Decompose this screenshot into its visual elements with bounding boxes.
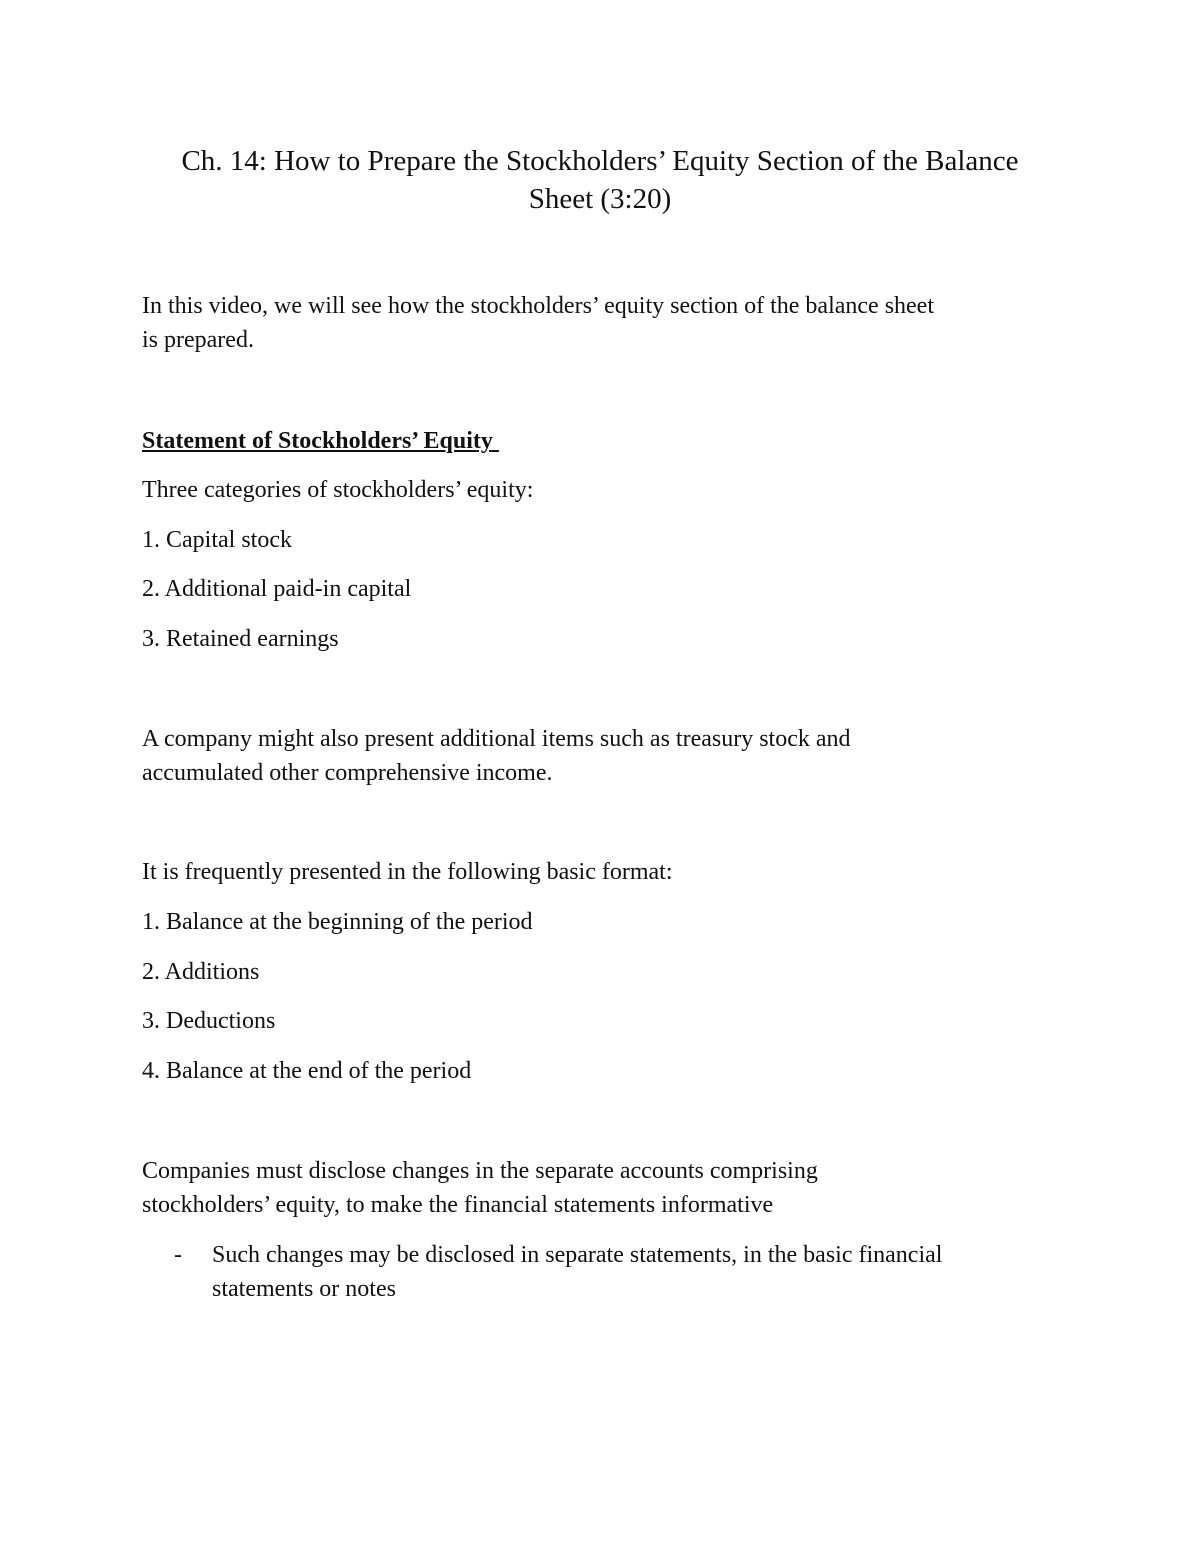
list-item-format-4: 4. Balance at the end of the period xyxy=(142,1058,472,1084)
list-item-format-1: 1. Balance at the beginning of the period xyxy=(142,909,533,935)
disclosure-paragraph xyxy=(142,1154,1062,1222)
categories-intro: Three categories of stockholders’ equity: xyxy=(142,477,534,503)
additional-items-paragraph xyxy=(142,722,1062,790)
list-item-format-2: 2. Additions xyxy=(142,959,260,985)
section-heading: Statement of Stockholders’ Equity xyxy=(142,428,499,454)
list-item-category-1: 1. Capital stock xyxy=(142,527,292,553)
bullet-line-1: Such changes may be disclosed in separate statements, in the basic financial xyxy=(212,1242,943,1268)
bullet-dash-marker: - xyxy=(174,1242,182,1268)
list-item-format-3: 3. Deductions xyxy=(142,1008,276,1034)
disclose-line-1: Companies must disclose changes in the separate accounts comprising xyxy=(142,1158,818,1184)
intro-paragraph xyxy=(142,289,1062,357)
bullet-item xyxy=(212,1238,1072,1306)
intro-line-2: is prepared. xyxy=(142,327,254,353)
bullet-line-2: statements or notes xyxy=(212,1276,396,1302)
page-title xyxy=(140,142,1060,218)
title-line-1: Ch. 14: How to Prepare the Stockholders’ Equity Section of the Balance xyxy=(181,145,1019,177)
title-line-2: Sheet (3:20) xyxy=(528,183,672,215)
format-intro: It is frequently presented in the following basic format: xyxy=(142,859,673,885)
list-item-category-3: 3. Retained earnings xyxy=(142,626,339,652)
additional-line-2: accumulated other comprehensive income. xyxy=(142,760,553,786)
list-item-category-2: 2. Additional paid-in capital xyxy=(142,576,412,602)
intro-line-1: In this video, we will see how the stockholders’ equity section of the balance sheet xyxy=(142,293,934,319)
additional-line-1: A company might also present additional items such as treasury stock and xyxy=(142,726,851,752)
disclose-line-2: stockholders’ equity, to make the financial statements informative xyxy=(142,1192,774,1218)
